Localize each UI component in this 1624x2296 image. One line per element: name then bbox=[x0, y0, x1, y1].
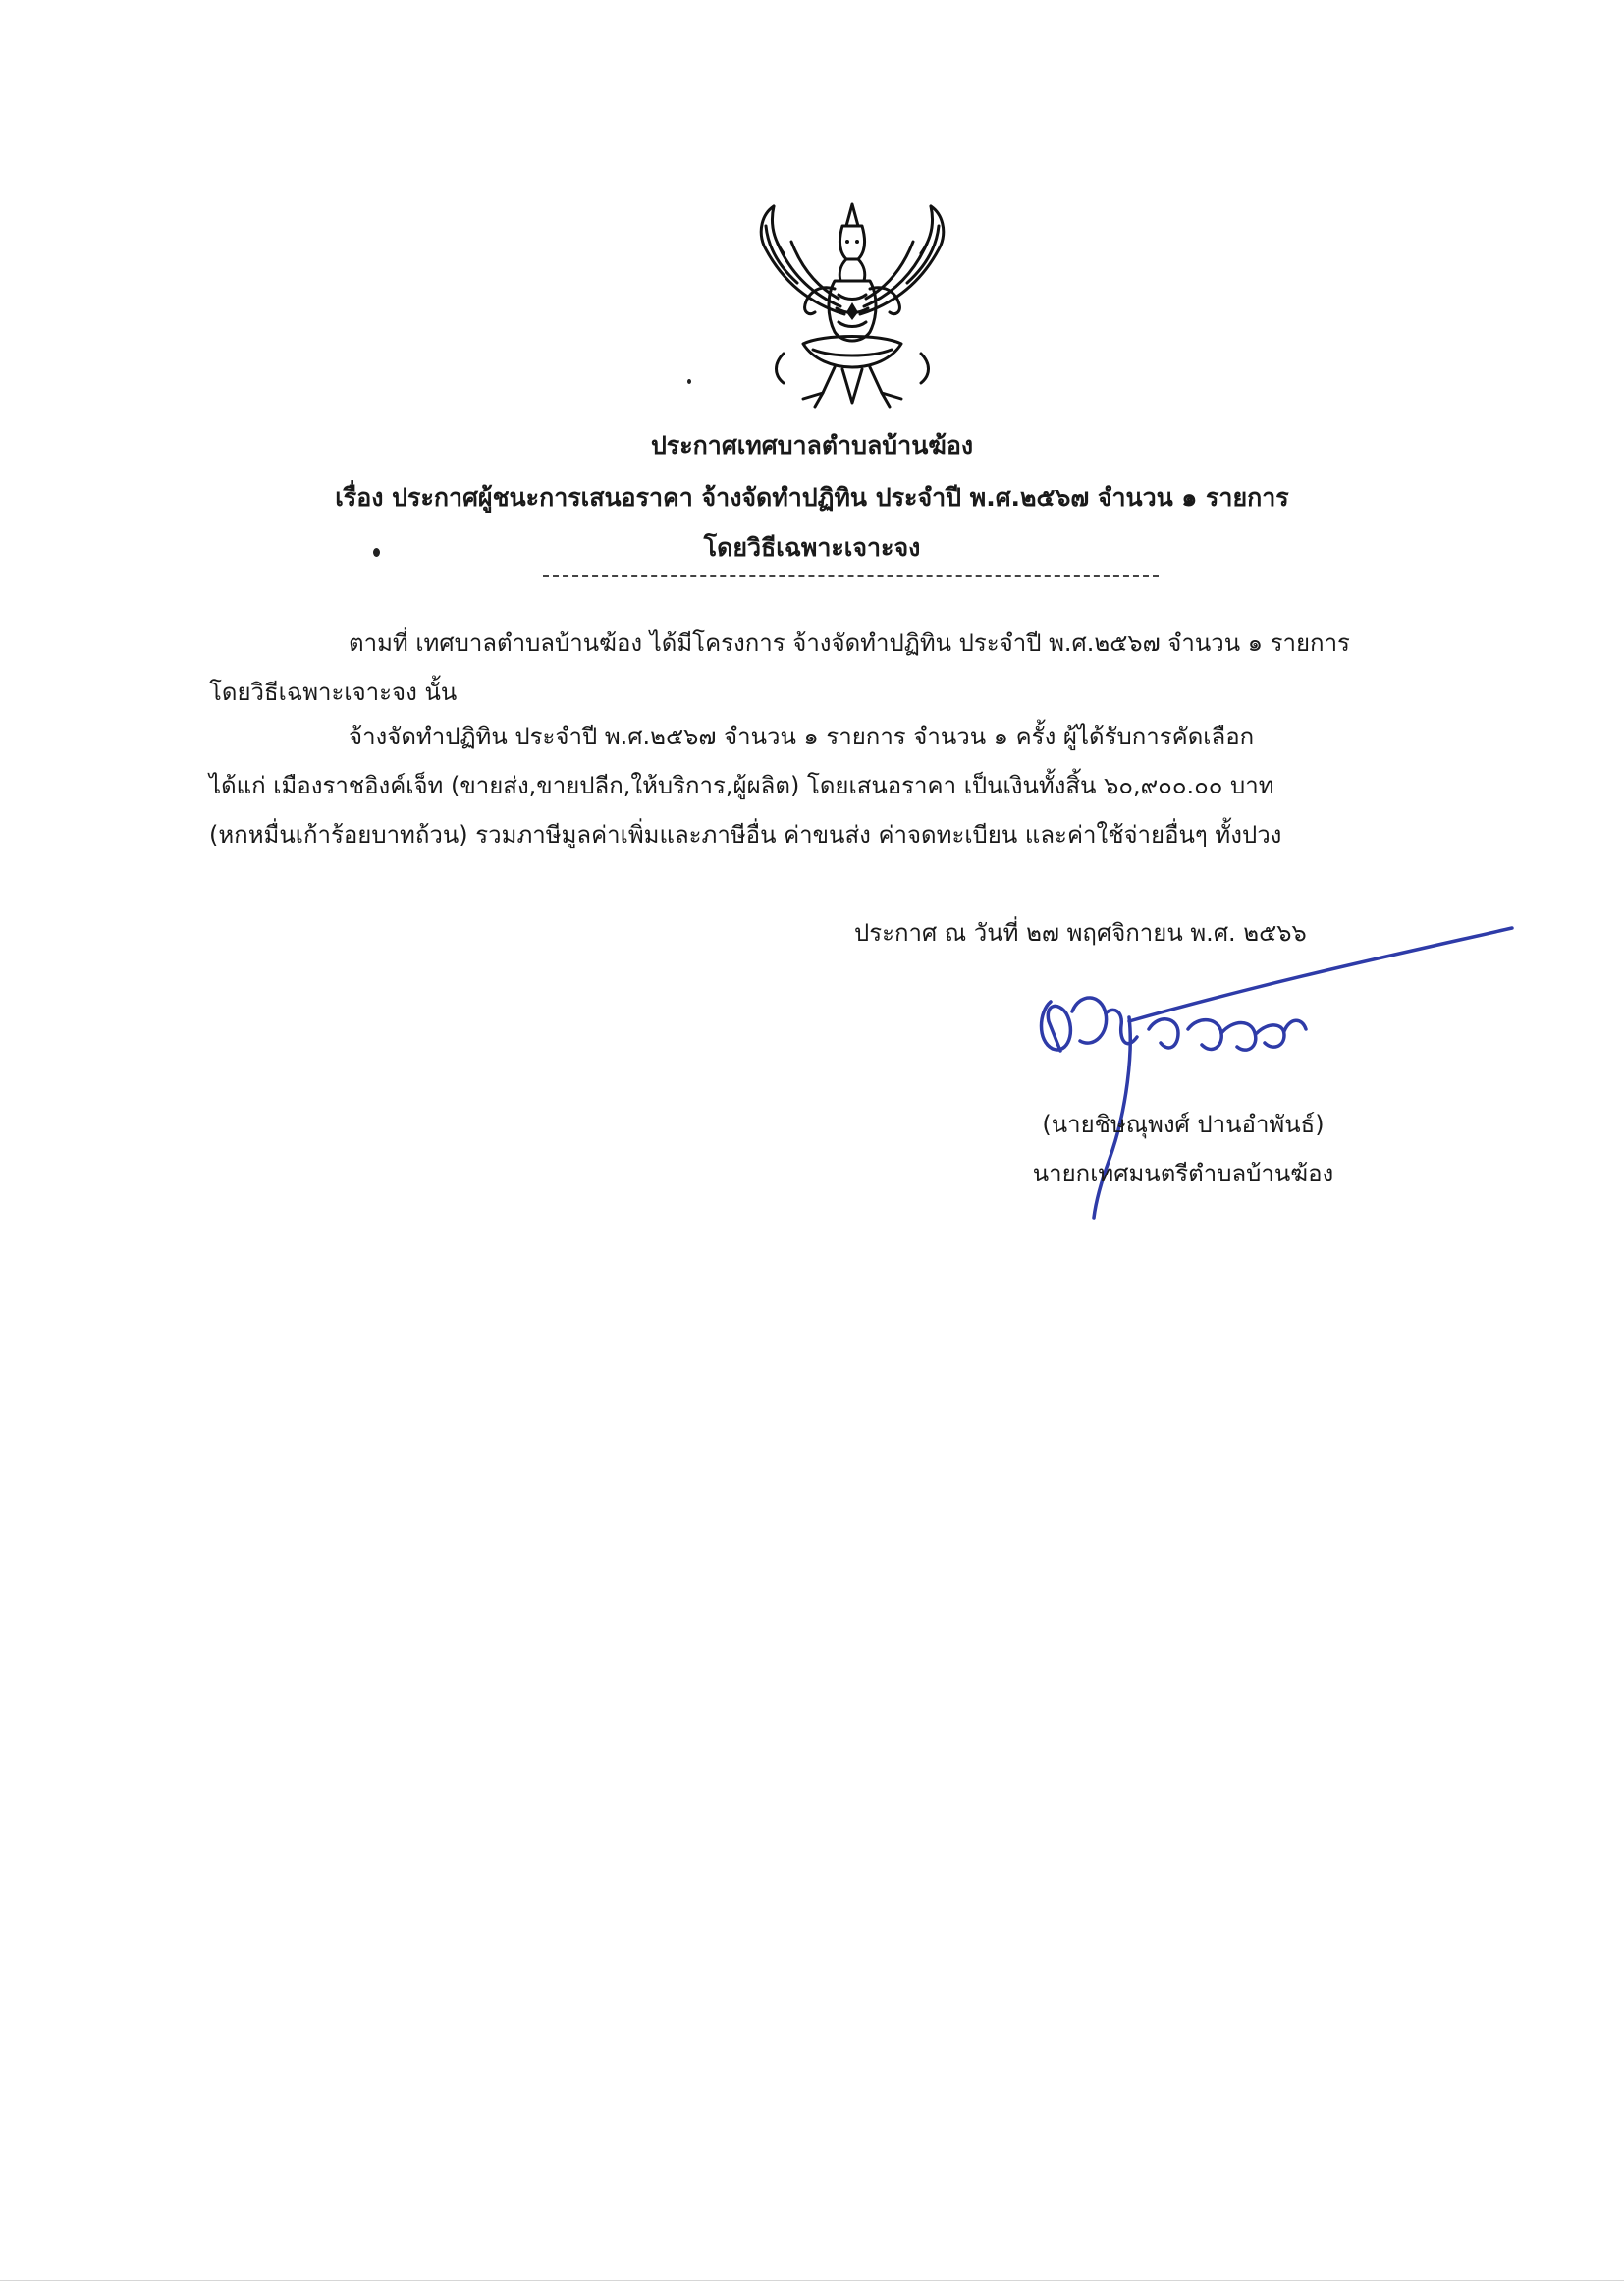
body-paragraph-2-line-3: (หกหมื่นเก้าร้อยบาทถ้วน) รวมภาษีมูลค่าเพิ่มและภาษีอื่น ค่าขนส่ง ค่าจดทะเบียน และค่าใช้จ่ายอื่นๆ ทั้งปวง bbox=[209, 821, 1282, 848]
signer-position: นายกเทศมนตรีตำบลบ้านฆ้อง bbox=[1032, 1160, 1334, 1187]
signer-name: (นายชิษณุพงศ์ ปานอำพันธ์) bbox=[1042, 1111, 1325, 1138]
announcement-date: ประกาศ ณ วันที่ ๒๗ พฤศจิกายน พ.ศ. ๒๕๖๖ bbox=[854, 919, 1307, 947]
body-paragraph-2-line-2: ได้แก่ เมืองราชอิงค์เจ็ท (ขายส่ง,ขายปลีก,ให้บริการ,ผู้ผลิต) โดยเสนอราคา เป็นเงินทั้งสิ้น ๖๐,๙๐๐.๐๐ บาท bbox=[209, 772, 1274, 799]
scan-edge-line bbox=[0, 2280, 1624, 2281]
body-paragraph-1-line-2: โดยวิธีเฉพาะเจาะจง นั้น bbox=[209, 679, 458, 706]
announcement-subject: เรื่อง ประกาศผู้ชนะการเสนอราคา จ้างจัดทำปฏิทิน ประจำปี พ.ศ.๒๕๖๗ จำนวน ๑ รายการ bbox=[335, 483, 1289, 512]
scan-speck bbox=[687, 379, 691, 384]
announcement-title: ประกาศเทศบาลตำบลบ้านฆ้อง bbox=[650, 431, 974, 460]
garuda-emblem-icon bbox=[744, 196, 960, 414]
procurement-method: โดยวิธีเฉพาะเจาะจง bbox=[703, 533, 921, 562]
dashed-divider bbox=[543, 575, 1159, 577]
body-paragraph-2-line-1: จ้างจัดทำปฏิทิน ประจำปี พ.ศ.๒๕๖๗ จำนวน ๑ รายการ จำนวน ๑ ครั้ง ผู้ได้รับการคัดเลือก bbox=[349, 723, 1255, 750]
scan-speck bbox=[373, 548, 380, 557]
body-paragraph-1-line-1: ตามที่ เทศบาลตำบลบ้านฆ้อง ได้มีโครงการ จ้างจัดทำปฏิทิน ประจำปี พ.ศ.๒๕๖๗ จำนวน ๑ รายการ bbox=[349, 629, 1350, 657]
